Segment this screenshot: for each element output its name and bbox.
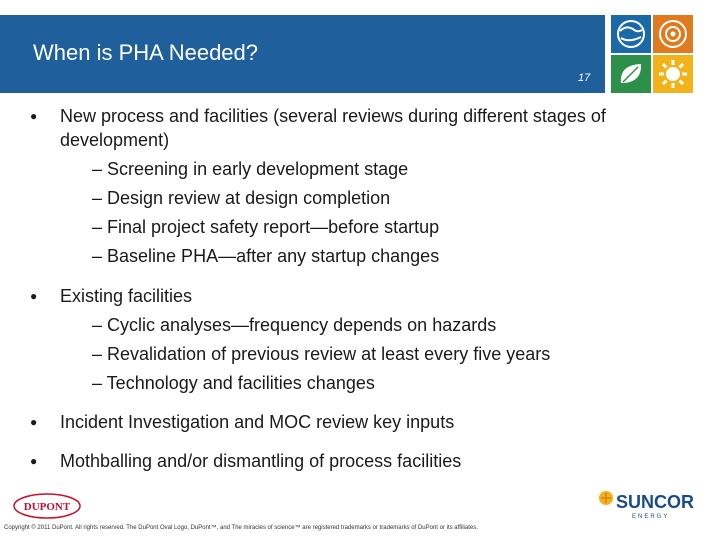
bullet-marker: ●	[30, 454, 38, 468]
bullet-text: New process and facilities (several reviews during different stages of	[60, 106, 606, 126]
sub-bullet: – Technology and facilities changes	[92, 373, 375, 393]
brand-icon-grid	[611, 15, 693, 93]
bullet-text-continued: development)	[60, 130, 170, 150]
bullet-marker: ●	[30, 415, 38, 429]
suncor-logo-subtext: ENERGY	[632, 514, 670, 520]
sub-bullet: – Final project safety report—before startup	[92, 217, 440, 237]
sub-bullet: – Revalidation of previous review at least every five years	[92, 344, 551, 364]
bullet-text: Existing facilities	[60, 286, 193, 306]
bullet-marker: ●	[30, 289, 38, 303]
sub-bullet: – Baseline PHA—after any startup changes	[92, 246, 440, 266]
sub-bullet: – Cyclic analyses—frequency depends on hazards	[92, 315, 497, 335]
page-title: When is PHA Needed?	[33, 40, 259, 65]
leaf-icon	[611, 55, 651, 93]
sub-bullet: – Screening in early development stage	[92, 159, 409, 179]
dupont-logo	[12, 492, 82, 520]
dupont-logo-text: DUPONT	[23, 501, 71, 513]
globe-icon	[611, 15, 651, 53]
sub-bullet: – Design review at design completion	[92, 188, 391, 208]
bullet-marker: ●	[30, 109, 38, 123]
slide-number: 17	[578, 72, 591, 84]
target-icon	[653, 15, 693, 53]
suncor-logo-text: SUNCOR	[616, 492, 694, 512]
copyright-notice: Copyright © 2011 DuPont. All rights reserved. The DuPont Oval Logo, DuPont™, and The miracles of science™ are registered trademarks or trademarks of DuPont or its affiliates.	[4, 525, 478, 531]
sun-gear-icon	[653, 55, 693, 93]
suncor-logo	[598, 486, 694, 522]
bullet-text: Mothballing and/or dismantling of process facilities	[60, 451, 462, 471]
bullet-text: Incident Investigation and MOC review key inputs	[60, 412, 455, 432]
